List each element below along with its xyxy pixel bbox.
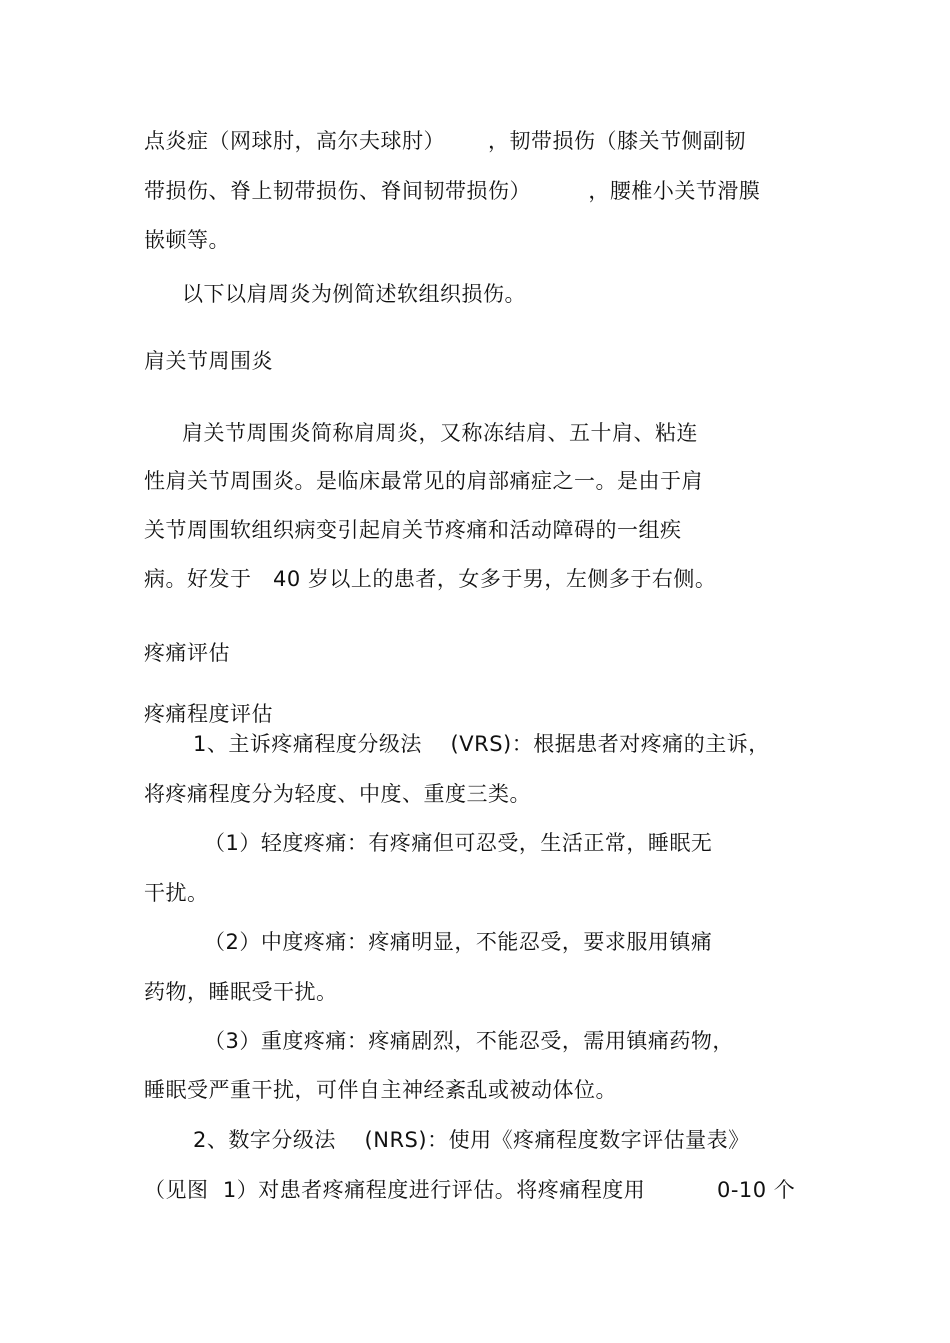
text-line: 性肩关节周围炎。是临床最常见的肩部痛症之一。是由于肩 [144,469,703,493]
text-line: 病。好发于 40 岁以上的患者，女多于男，左侧多于右侧。 [144,567,717,591]
text-line: 关节周围软组织病变引起肩关节疼痛和活动障碍的一组疾 [144,518,682,542]
text-line: （2）中度疼痛：疼痛明显，不能忍受，要求服用镇痛 [204,930,713,954]
section-heading: 肩关节周围炎 [144,349,273,373]
text-line: 将疼痛程度分为轻度、中度、重度三类。 [144,782,531,806]
text-line: 点炎症（网球肘，高尔夫球肘） ，韧带损伤（膝关节侧副韧 [144,129,747,153]
section-heading: 疼痛评估 [144,641,230,665]
text-line: （3）重度疼痛：疼痛剧烈，不能忍受，需用镇痛药物， [204,1029,734,1053]
text-line: 1、主诉疼痛程度分级法 (VRS)：根据患者对疼痛的主诉， [193,732,770,756]
text-line: 药物，睡眠受干扰。 [144,980,338,1004]
subsection-heading: 疼痛程度评估 [144,702,273,726]
text-line: 睡眠受严重干扰，可伴自主神经紊乱或被动体位。 [144,1078,617,1102]
text-line: （见图 1）对患者疼痛程度进行评估。将疼痛程度用 0-10 个 [144,1178,796,1202]
text-line: 嵌顿等。 [144,228,230,252]
text-line: 2、数字分级法 (NRS)：使用《疼痛程度数字评估量表》 [193,1128,750,1152]
text-line: 带损伤、脊上韧带损伤、脊间韧带损伤） ，腰椎小关节滑膜 [144,179,761,203]
text-line: 以下以肩周炎为例简述软组织损伤。 [182,282,526,306]
text-line: 肩关节周围炎简称肩周炎，又称冻结肩、五十肩、粘连 [182,421,698,445]
text-line: 干扰。 [144,881,209,905]
text-line: （1）轻度疼痛：有疼痛但可忍受，生活正常，睡眠无 [204,831,713,855]
